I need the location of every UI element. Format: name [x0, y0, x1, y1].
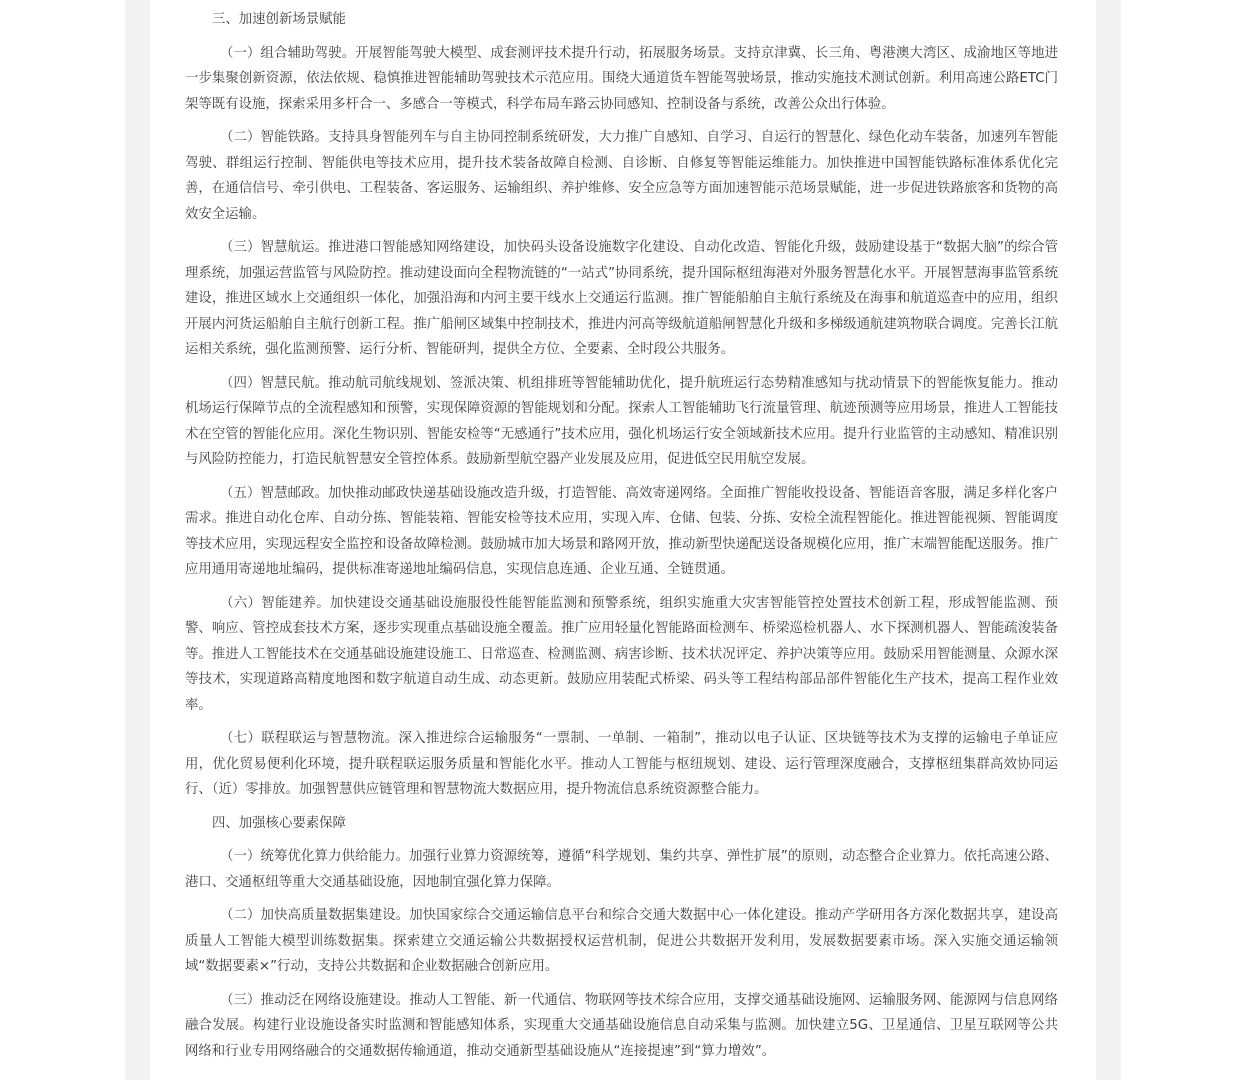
paragraph: （七）联程联运与智慧物流。深入推进综合运输服务“一票制、一单制、一箱制”，推动以电子认证、区块链等技术为支撑的运输电子单证应用，优化贸易便利化环境，提升联程联运服务质量和智能化水平。推动人工智能与枢纽规划、建设、运行管理深度融合，支撑枢纽集群高效协同运行、（近）零排放。加强智慧供应链管理和智慧物流大数据应用，提升物流信息系统资源整合能力。 — [185, 731, 1058, 797]
paragraph: （二）智能铁路。支持具身智能列车与自主协同控制系统研发，大力推广自感知、自学习、自运行的智慧化、绿色化动车装备，加速列车智能驾驶、群组运行控制、智能供电等技术应用，提升技术装备故障自检测、自诊断、自修复等智能运维能力。加快推进中国智能铁路标准体系优化完善，在通信信号、牵引供电、工程装备、客运服务、运输组织、养护维修、安全应急等方面加速智能示范场景赋能，进一步促进铁路旅客和货物的高效安全运输。 — [185, 130, 1058, 222]
section-heading: 三、加速创新场景赋能 — [212, 12, 346, 27]
section-four — [185, 811, 1058, 1065]
paragraph: （三）推动泛在网络设施建设。推动人工智能、新一代通信、物联网等技术综合应用，支撑交通基础设施网、运输服务网、能源网与信息网络融合发展。构建行业设施设备实时监测和智能感知体系，实现重大交通基础设施信息自动采集与监测。加快建立5G、卫星通信、卫星互联网等公共网络和行业专用网络融合的交通数据传输通道，推动交通新型基础设施从“连接提速”到“算力增效”。 — [185, 992, 1058, 1059]
section-three — [185, 7, 1058, 803]
paragraph: （三）智慧航运。推进港口智能感知网络建设，加快码头设备设施数字化建设、自动化改造、智能化升级，鼓励建设基于“数据大脑”的综合管理系统，加强运营监管与风险防控。推动建设面向全程物流链的“一站式”协同系统，提升国际枢纽海港对外服务智慧化水平。开展智慧海事监管系统建设，推进区域水上交通组织一体化，加强沿海和内河主要干线水上交通运行监测。推广智能船舶自主航行系统及在海事和航道巡查中的应用，组织开展内河货运船舶自主航行创新工程。推广船闸区域集中控制技术，推进内河高等级航道船闸智慧化升级和多梯级通航建筑物联合调度。完善长江航运相关系统，强化监测预警、运行分析、智能研判，提供全方位、全要素、全时段公共服务。 — [185, 240, 1058, 357]
paragraph: （六）智能建养。加快建设交通基础设施服役性能智能监测和预警系统，组织实施重大灾害智能管控处置技术创新工程，形成智能监测、预警、响应、管控成套技术方案，逐步实现重点基础设施全覆盖。推广应用轻量化智能路面检测车、桥梁巡检机器人、水下探测机器人、智能疏浚装备等。推进人工智能技术在交通基础设施建设施工、日常巡查、检测监测、病害诊断、技术状况评定、养护决策等应用。鼓励采用智能测量、众源水深等技术，实现道路高精度地图和数字航道自动生成、动态更新。鼓励应用装配式桥梁、码头等工程结构部品部件智能化生产技术，提高工程作业效率。 — [185, 595, 1058, 713]
paragraph: （四）智慧民航。推动航司航线规划、签派决策、机组排班等智能辅助优化，提升航班运行态势精准感知与扰动情景下的智能恢复能力。推动机场运行保障节点的全流程感知和预警，实现保障资源的智能规划和分配。探索人工智能辅助飞行流量管理、航迹预测等应用场景，推进人工智能技术在空管的智能化应用。深化生物识别、智能安检等“无感通行”技术应用，强化机场运行安全领域新技术应用。提升行业监管的主动感知、精准识别与风险防控能力，打造民航智慧安全管控体系。鼓励新型航空器产业发展及应用，促进低空民用航空发展。 — [185, 375, 1058, 467]
paragraph: （二）加快高质量数据集建设。加快国家综合交通运输信息平台和综合交通大数据中心一体化建设。推动产学研用各方深化数据共享，建设高质量人工智能大模型训练数据集。探索建立交通运输公共数据授权运营机制，促进公共数据开发利用，发展数据要素市场。深入实施交通运输领域“数据要素×”行动，支持公共数据和企业数据融合创新应用。 — [185, 908, 1058, 974]
paragraph: （五）智慧邮政。加快推动邮政快递基础设施改造升级，打造智能、高效寄递网络。全面推广智能收投设备、智能语音客服，满足多样化客户需求。推进自动化仓库、自动分拣、智能装箱、智能安检等技术应用，实现入库、仓储、包装、分拣、安检全流程智能化。推进智能视频、智能调度等技术应用，实现远程安全监控和设备故障检测。鼓励城市加大场景和路网开放，推动新型快递配送设备规模化应用，推广末端智能配送服务。推广应用通用寄递地址编码，提供标准寄递地址编码信息，实现信息连通、企业互通、全链贯通。 — [185, 485, 1058, 577]
article-body — [185, 7, 1058, 1072]
paragraph: （一）统筹优化算力供给能力。加强行业算力资源统筹，遵循“科学规划、集约共享、弹性扩展”的原则，动态整合企业算力。依托高速公路、港口、交通枢纽等重大交通基础设施，因地制宜强化算力保障。 — [185, 849, 1058, 890]
paragraph: （一）组合辅助驾驶。开展智能驾驶大模型、成套测评技术提升行动，拓展服务场景。支持京津冀、长三角、粤港澳大湾区、成渝地区等地进一步集聚创新资源，依法依规、稳慎推进智能辅助驾驶技术示范应用。围绕大通道货车智能驾驶场景，推动实施技术测试创新。利用高速公路ETC门架等既有设施，探索采用多杆合一、多感合一等模式，科学布局车路云协同感知、控制设备与系统，改善公众出行体验。 — [185, 45, 1058, 112]
section-heading: 四、加强核心要素保障 — [212, 815, 346, 831]
